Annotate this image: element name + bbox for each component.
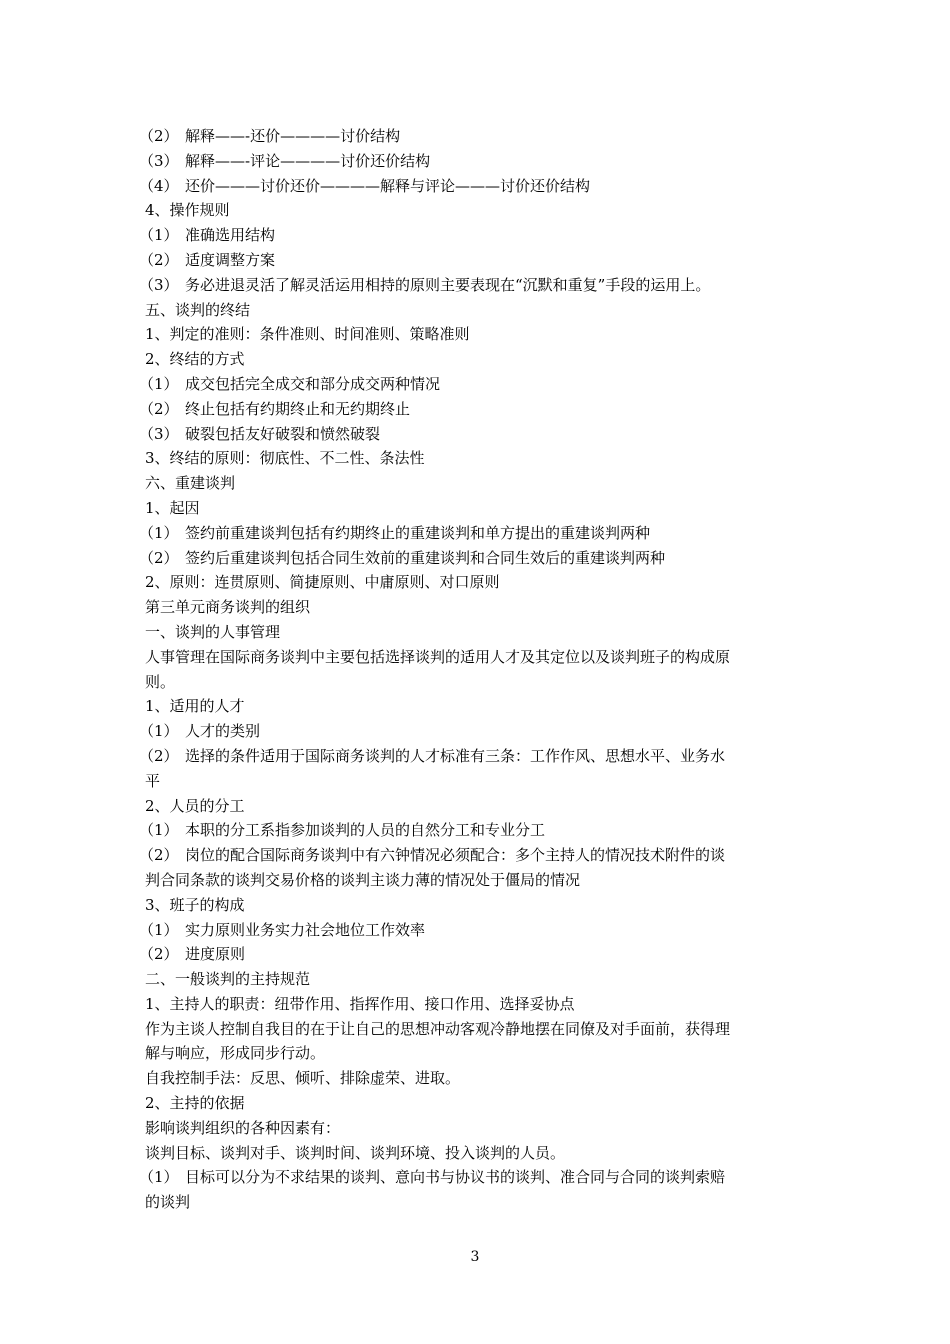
numbered-list-line bbox=[139, 546, 810, 571]
line-text: 解释——-评论————讨价还价结构 bbox=[185, 151, 431, 170]
line-text: 准确选用结构 bbox=[185, 226, 276, 245]
text-line bbox=[145, 347, 810, 372]
text-line bbox=[145, 992, 810, 1017]
text-line bbox=[145, 694, 810, 719]
text-line bbox=[145, 868, 810, 893]
line-text: 破裂包括友好破裂和愤然破裂 bbox=[185, 424, 381, 443]
text-line bbox=[145, 570, 810, 595]
numbered-list-line bbox=[139, 744, 810, 769]
line-text: 本职的分工系指参加谈判的人员的自然分工和专业分工 bbox=[185, 821, 546, 840]
line-text: 签约后重建谈判包括合同生效前的重建谈判和合同生效后的重建谈判两种 bbox=[185, 548, 666, 567]
line-text: 第三单元商务谈判的组织 bbox=[145, 598, 311, 617]
list-number: （1） bbox=[139, 226, 179, 245]
numbered-list-line bbox=[139, 372, 810, 397]
line-text: 平 bbox=[145, 771, 161, 790]
text-line bbox=[145, 595, 810, 620]
line-text: 务必进退灵活了解灵活运用相持的原则主要表现在“沉默和重复”手段的运用上。 bbox=[185, 275, 711, 294]
line-text: 作为主谈人控制自我目的在于让自己的思想冲动客观冷静地摆在同僚及对手面前，获得理 bbox=[145, 1019, 731, 1038]
text-line bbox=[145, 1017, 810, 1042]
line-text: 2、原则：连贯原则、简捷原则、中庸原则、对口原则 bbox=[145, 573, 500, 592]
list-number: （2） bbox=[139, 846, 179, 865]
text-line bbox=[145, 298, 810, 323]
numbered-list-line bbox=[139, 818, 810, 843]
line-text: 进度原则 bbox=[185, 945, 246, 964]
numbered-list-line bbox=[139, 843, 810, 868]
text-line bbox=[145, 446, 810, 471]
page-number: 3 bbox=[470, 1249, 480, 1265]
text-line bbox=[145, 471, 810, 496]
list-number: （1） bbox=[139, 920, 179, 939]
list-number: （1） bbox=[139, 374, 179, 393]
list-number: （1） bbox=[139, 523, 179, 542]
text-line bbox=[145, 893, 810, 918]
line-text: 五、谈判的终结 bbox=[145, 300, 251, 319]
text-line bbox=[145, 1116, 810, 1141]
line-text: 岗位的配合国际商务谈判中有六钟情况必须配合：多个主持人的情况技术附件的谈 bbox=[185, 846, 726, 865]
line-text: 2、人员的分工 bbox=[145, 796, 245, 815]
numbered-list-line bbox=[139, 273, 810, 298]
line-text: 一、谈判的人事管理 bbox=[145, 622, 281, 641]
text-line bbox=[145, 645, 810, 670]
list-number: （2） bbox=[139, 945, 179, 964]
list-number: （2） bbox=[139, 399, 179, 418]
line-text: 1、主持人的职责：纽带作用、指挥作用、接口作用、选择妥协点 bbox=[145, 994, 575, 1013]
list-number: （2） bbox=[139, 746, 179, 765]
list-number: （3） bbox=[139, 151, 179, 170]
line-text: 解与响应，形成同步行动。 bbox=[145, 1044, 326, 1063]
line-text: 2、终结的方式 bbox=[145, 350, 245, 369]
list-number: （2） bbox=[139, 127, 179, 145]
line-text: 则。 bbox=[145, 672, 176, 691]
text-line bbox=[145, 769, 810, 794]
numbered-list-line bbox=[139, 223, 810, 248]
line-text: 1、判定的准则：条件准则、时间准则、策略准则 bbox=[145, 325, 470, 344]
line-text: 3、终结的原则：彻底性、不二性、条法性 bbox=[145, 449, 425, 468]
line-text: 的谈判 bbox=[145, 1193, 191, 1212]
text-line bbox=[145, 620, 810, 645]
numbered-list-line bbox=[139, 942, 810, 967]
text-line bbox=[145, 967, 810, 992]
line-text: 解释——-还价————讨价结构 bbox=[185, 127, 401, 145]
line-text: 影响谈判组织的各种因素有： bbox=[145, 1118, 341, 1137]
numbered-list-line bbox=[139, 397, 810, 422]
list-number: （3） bbox=[139, 275, 179, 294]
list-number: （2） bbox=[139, 250, 179, 269]
line-text: 人才的类别 bbox=[185, 722, 261, 741]
list-number: （3） bbox=[139, 424, 179, 443]
list-number: （1） bbox=[139, 821, 179, 840]
text-line bbox=[145, 1141, 810, 1166]
numbered-list-line bbox=[139, 248, 810, 273]
text-line bbox=[145, 322, 810, 347]
numbered-list-line bbox=[139, 918, 810, 943]
list-number: （1） bbox=[139, 1168, 179, 1187]
line-text: 自我控制手法：反思、倾听、排除虚荣、进取。 bbox=[145, 1069, 461, 1088]
text-line bbox=[145, 670, 810, 695]
line-text: 人事管理在国际商务谈判中主要包括选择谈判的适用人才及其定位以及谈判班子的构成原 bbox=[145, 647, 731, 666]
line-text: 实力原则业务实力社会地位工作效率 bbox=[185, 920, 426, 939]
numbered-list-line bbox=[139, 422, 810, 447]
text-line bbox=[145, 496, 810, 521]
numbered-list-line bbox=[139, 1165, 810, 1190]
list-number: （4） bbox=[139, 176, 179, 195]
numbered-list-line bbox=[139, 124, 810, 149]
numbered-list-line bbox=[139, 521, 810, 546]
line-text: 1、起因 bbox=[145, 498, 200, 517]
line-text: 4、操作规则 bbox=[145, 201, 230, 220]
line-text: 选择的条件适用于国际商务谈判的人才标准有三条：工作作风、思想水平、业务水 bbox=[185, 746, 726, 765]
list-number: （2） bbox=[139, 548, 179, 567]
line-text: 还价———讨价还价————解释与评论———讨价还价结构 bbox=[185, 176, 591, 195]
line-text: 谈判目标、谈判对手、谈判时间、谈判环境、投入谈判的人员。 bbox=[145, 1143, 566, 1162]
text-line bbox=[145, 198, 810, 223]
text-line bbox=[145, 1091, 810, 1116]
numbered-list-line bbox=[139, 149, 810, 174]
line-text: 签约前重建谈判包括有约期终止的重建谈判和单方提出的重建谈判两种 bbox=[185, 523, 651, 542]
text-line bbox=[145, 794, 810, 819]
text-line bbox=[145, 1190, 810, 1215]
line-text: 1、适用的人才 bbox=[145, 697, 245, 716]
document-body bbox=[139, 124, 810, 1215]
line-text: 适度调整方案 bbox=[185, 250, 276, 269]
numbered-list-line bbox=[139, 174, 810, 199]
line-text: 终止包括有约期终止和无约期终止 bbox=[185, 399, 411, 418]
line-text: 二、一般谈判的主持规范 bbox=[145, 970, 311, 989]
text-line bbox=[145, 1041, 810, 1066]
line-text: 判合同条款的谈判交易价格的谈判主谈力薄的情况处于僵局的情况 bbox=[145, 870, 581, 889]
numbered-list-line bbox=[139, 719, 810, 744]
line-text: 成交包括完全成交和部分成交两种情况 bbox=[185, 374, 441, 393]
list-number: （1） bbox=[139, 722, 179, 741]
line-text: 六、重建谈判 bbox=[145, 474, 236, 493]
line-text: 目标可以分为不求结果的谈判、意向书与协议书的谈判、准合同与合同的谈判索赔 bbox=[185, 1168, 726, 1187]
line-text: 3、班子的构成 bbox=[145, 895, 245, 914]
line-text: 2、主持的依据 bbox=[145, 1094, 245, 1113]
text-line bbox=[145, 1066, 810, 1091]
